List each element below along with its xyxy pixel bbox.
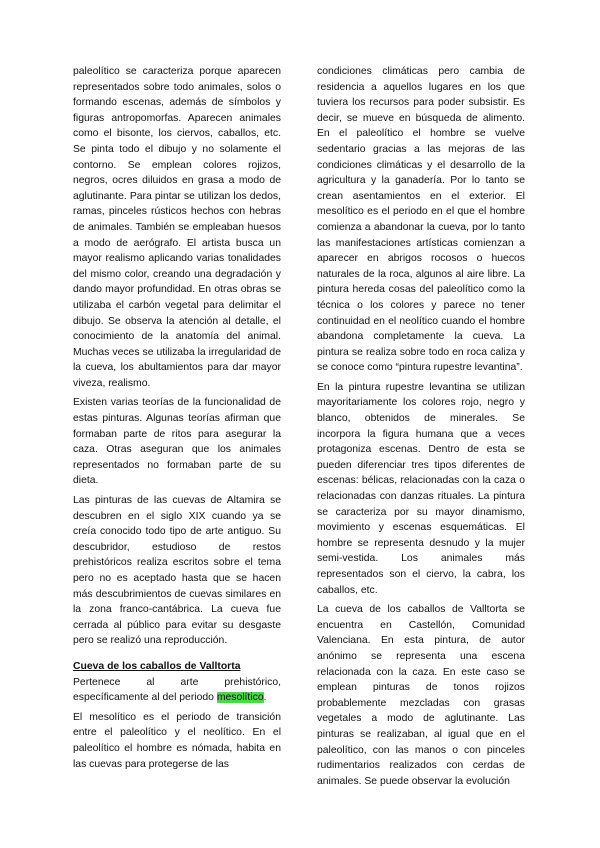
- period-text-end: .: [263, 692, 267, 704]
- paragraph-valltorta-location: La cueva de los caballos de Valltorta se encuentra en Castellón, Comunidad Valenciana. En esta pintura, de autor anónimo se representa una escena relacionada con la caza. En este caso se emplean pinturas de tonos rojizos probablemente mezcladas con grasas vegetales a modo de aglutinante. Las pinturas se realizaban, al igual que en el paleolítico, con las manos o con pinceles rudimentarios realizados con cerdas de animales. Se puede observar la evolución: [317, 604, 525, 787]
- paragraph-mesolithic-intro: El mesolítico es el periodo de transición entre el paleolítico y el neolítico. En el paleolítico el hombre es nómada, habita en las cuevas para protegerse de las: [73, 711, 281, 770]
- left-column: [73, 64, 281, 776]
- highlighted-term: mesolítico: [216, 692, 264, 704]
- right-column: [317, 64, 525, 793]
- section-heading-valltorta: Cueva de los caballos de Valltorta: [73, 660, 241, 672]
- paragraph-altamira: Las pinturas de las cuevas de Altamira se descubren en el siglo XIX cuando ya se creía conocido todo tipo de arte antiguo. Su descubridor, estudioso de restos prehistóricos realiza escritos sobre el tema pero no es aceptado hasta que se hacen más descubrimientos de cuevas similares en la zona franco-cantábrica. La cueva fue cerrada al público para evitar su desgaste pero se realizó una reproducción.: [73, 495, 281, 647]
- paragraph-mesolithic-continued: condiciones climáticas pero cambia de residencia a aquellos lugares en los que tuviera los recursos para poder subsistir. Es decir, se mueve en búsqueda de alimento. En el paleolítico el hombre se vuelve sedentario gracias a las mejoras de las condiciones climáticas y el desarrollo de la agricultura y la ganadería. Por lo tanto se crean asentamientos en el exterior. El mesolítico es el periodo en el que el hombre comienza a abandonar la cueva, por lo tanto las manifestaciones artísticas comienzan a aparecer en abrigos rocosos o huecos naturales de la roca, algunos al aire libre. La pintura hereda cosas del paleolítico como la técnica o los colores y parece no tener continuidad en el neolítico cuando el hombre abandona completamente la cueva. La pintura se realiza sobre todo en roca caliza y se conoce como “pintura rupestre levantina”.: [317, 66, 525, 374]
- paragraph-paleolithic-description: paleolítico se caracteriza porque aparecen representados sobre todo animales, solos o formando escenas, además de símbolos y figuras antropomorfas. Aparecen animales como el bisonte, los ciervos, caballos, etc. Se pinta todo el dibujo y no solamente el contorno. Se emplean colores rojizos, negros, ocres diluidos en grasa a modo de aglutinante. Para pintar se utilizan los dedos, ramas, pinceles rústicos hechos con hebras de animales. También se empleaban huesos a modo de aerógrafo. El artista busca un mayor realismo aplicando varias tonalidades del mismo color, creando una degradación y dando mayor profundidad. En otras obras se utilizaba el carbón vegetal para delimitar el dibujo. Se observa la atención al detalle, el conocimiento de la anatomía del animal. Muchas veces se utilizaba la irregularidad de la cueva, los abultamientos para dar mayor viveza, realismo.: [73, 66, 281, 389]
- period-text: Pertenece al arte prehistórico, específicamente al del periodo: [73, 676, 281, 704]
- paragraph-valltorta-period: [73, 675, 281, 706]
- paragraph-levantine-painting: En la pintura rupestre levantina se utilizan mayoritariamente los colores rojo, negro y blanco, obtenidos de minerales. Se incorpora la figura humana que a veces protagoniza escenas. Dentro de esta se pueden diferenciar tres tipos diferentes de escenas: bélicas, relacionadas con la caza o relacionadas con danzas rituales. La pintura se caracteriza por su mayor dinamismo, movimiento y escenas esquemáticas. El hombre se representa desnudo y la mujer semi-vestida. Los animales más representados son el ciervo, la cabra, los caballos, etc.: [317, 381, 525, 596]
- paragraph-functionality-theories: Existen varias teorías de la funcionalidad de estas pinturas. Algunas teorías afirman que formaban parte de ritos para asegurar la caza. Otras aseguran que los animales representados no formaban parte de su dieta.: [73, 397, 281, 487]
